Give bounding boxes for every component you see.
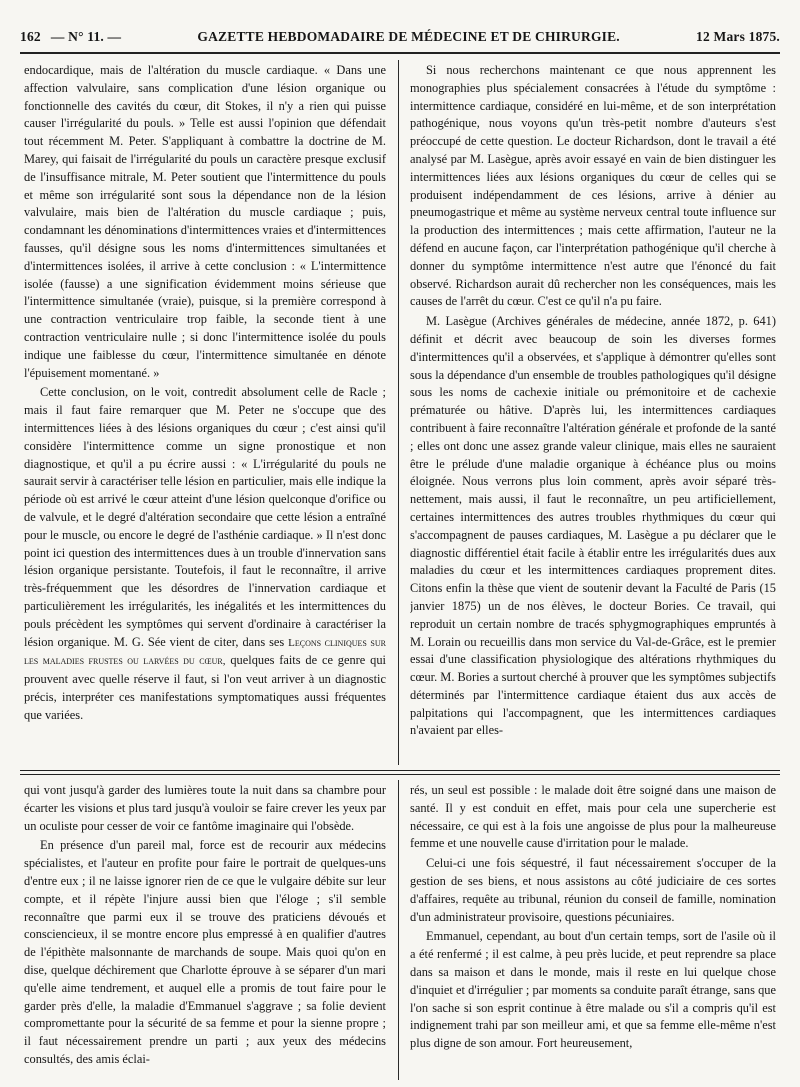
- paragraph: Si nous recherchons maintenant ce que nous apprennent les monographies plus spécialement consacrées à l'étude du symptôme : intermittence cardiaque, considéré en lui-même, et de son interprétation pathogénique, nous voyons qu'un très-petit nombre d'auteurs s'est préoccupé de cette question. Le docteur Richardson, dont le travail a été analysé par M. Lasègue, après avoir essayé en vain de bien distinguer les intermittences liées aux lésions organiques du cœur de celles qui se produisent indépendamment de ces lésions, arrive à dénier au pneumogastrique et même au système nerveux central toute influence sur la production des intermittences ; mais cette affirmation, l'auteur ne la défend en aucune façon, car l'interprétation pathogénique qu'il cherche à donner du symptôme intermittence n'est autre que l'énoncé du fait observé. Richardson aurait dû rechercher non les conséquences, mais les causes de l'arrêt du cœur. C'est ce qu'il n'a pu faire.: [410, 63, 776, 309]
- column-divider: [398, 780, 399, 1080]
- paragraph: Emmanuel, cependant, au bout d'un certain temps, sort de l'asile où il a été renfermé ; il est calme, à peu près lucide, et peut reprendre sa place dans sa maison et dans le monde, mais il reste en lui quelque chose d'inquiet et d'irrégulier ; par moments sa conduite paraît étrange, sans que l'on sache si son esprit continue à être malade ou s'il a compris qu'il est indignement trahi par son meilleur ami, et que sa femme elle-même n'est plus digne de son amour. Fort heureusement,: [410, 929, 776, 1051]
- issue-date: 12 Mars 1875.: [696, 29, 780, 44]
- page-header: [20, 22, 780, 54]
- section-divider: [20, 770, 780, 775]
- paragraph: endocardique, mais de l'altération du muscle cardiaque. « Dans une affection valvulaire, sans complication d'une lésion organique ou fonctionnelle des cavités du cœur, dit Stokes, il n'y a rien qui puisse causer l'irrégularité du pouls. » Telle est aussi l'opinion que défendait tout récemment M. Peter. S'appliquant à combattre la doctrine de M. Marey, qui faisait de l'irrégularité du pouls un caractère presque exclusif de l'insuffisance mitrale, M. Peter soutient que l'intermittence du pouls et même son irrégularité sont sous la dépendance non de la lésion valvulaire, mais bien de l'altération du muscle cardiaque ; puis, condamnant les dénominations d'intermittences vraies et d'intermittences fausses, qu'il désigne sous les noms d'intermittences simultanées et d'intermittences isolées, il arrive à cette conclusion : « L'intermittence isolée (fausse) a une signification évidemment moins sérieuse que l'intermittence simultanée (vraie), puisque, si la première correspond à une contraction ventriculaire trop faible, la seconde tient à une contraction ventriculaire nulle ; si donc l'intermittence isolée du pouls indique une faiblesse du cœur, l'intermittence simultanée en dénote l'épuisement momentané. »: [24, 63, 386, 380]
- issue-number: — N° 11. —: [50, 29, 122, 44]
- column-divider: [398, 60, 399, 765]
- paragraph: Celui-ci une fois séquestré, il faut nécessairement s'occuper de la gestion de ses biens, et nous assistons au côté judiciaire de ces sortes d'affaires, requête au tribunal, réunion du conseil de famille, nomination d'un administrateur provisoire, questions pécuniaires.: [410, 856, 776, 924]
- article-column-right: [410, 62, 776, 762]
- journal-title: GAZETTE HEBDOMADAIRE DE MÉDECINE ET DE CHIRURGIE.: [197, 29, 620, 44]
- feuilleton-column-left: [24, 782, 386, 1080]
- paragraph: rés, un seul est possible : le malade doit être soigné dans une maison de santé. Il y est conduit en effet, mais pour cela une supercherie est nécessaire, ce qui est à la fois une angoisse de plus pour la malheureuse femme et une nouvelle cause d'irritation pour le malade.: [410, 783, 776, 851]
- book-title: Leçons cliniques sur les maladies frustes ou larvées du cœur,: [24, 636, 386, 668]
- article-column-left: [24, 62, 386, 762]
- paragraph: M. Lasègue (Archives générales de médecine, année 1872, p. 641) définit et décrit avec beaucoup de soin les diverses formes d'intermittences qu'il a observées, et s'applique à démontrer qu'elles sont sous la dépendance d'un ensemble de troubles pathologiques qu'il désigne sous les noms de cachexie initiale ou prémonitoire et de cachexie prématurée ou hâtive. D'après lui, les intermittences cardiaques contribuent à faire reconnaître l'altération générale et profonde de la santé ; elles ont donc une assez grande valeur clinique, mais elles ne sauraient être le prélude d'une maladie organique à échéance plus ou moins éloignée. Nous verrons plus loin comment, après avoir séparé très-nettement, mais aussi, il faut le reconnaître, un peu artificiellement, certaines intermittences des autres troubles rhythmiques du cœur qui s'accompagnent de pauses cardiaques, M. Lasègue a pu déclarer que le diagnostic différentiel était facile à établir entre les irrégularités dues aux maladies du cœur et les intermittences cardiaques proprement dites. Citons enfin la thèse que vient de soutenir devant la Faculté de Paris (15 janvier 1875) un de nos élèves, le docteur Bories. Ce travail, qui reproduit un certain nombre de tracés sphygmographiques empruntés à M. Lorain ou recueillis dans mon service du Val-de-Grâce, est le premier essai d'une classification physiologique des altérations rhythmiques du cœur. M. Bories a surtout cherché à prouver que les symptômes subjectifs déterminés par l'intermittence cardiaque étaient dus aux accès de palpitations qui l'accompagnent, que les intermittences cardiaques n'avaient par elles-: [410, 314, 776, 738]
- paragraph: qui vont jusqu'à garder des lumières toute la nuit dans sa chambre pour écarter les visions et plus tard jusqu'à vouloir se faire crever les yeux par un oculiste pour cesser de voir ce fantôme imaginaire qui l'obsède.: [24, 783, 386, 833]
- feuilleton-column-right: [410, 782, 776, 1080]
- paragraph-text: quelques faits de ce genre qui prouvent avec quelle réserve il faut, si l'on veut arriver à un diagnostic précis, interpréter ces manifestations symptomatiques aussi fréquentes que variées.: [24, 653, 386, 722]
- page-number: 162: [20, 29, 41, 44]
- paragraph: [24, 384, 386, 724]
- paragraph: En présence d'un pareil mal, force est de recourir aux médecins spécialistes, et l'auteur en profite pour faire le portrait de quelques-uns d'entre eux ; il ne laisse ignorer rien de ce que le vulgaire débite sur leur compte, et il répète l'injure aussi bien que l'éloge ; s'il semble reconnaître que parmi eux il se trouve des praticiens dévoués et consciencieux, il se montre encore plus empressé à en qualifier d'autres de l'épithète malsonnante de marchands de soupe. Mais quoi qu'on en dise, quelque déchirement que Charlotte éprouve à se séparer d'un mari qu'elle aime tendrement, et auquel elle a promis de tout faire pour le garder près d'elle, la maladie d'Emmanuel s'aggrave ; sa folie devient compromettante pour la sécurité de sa femme et pour la sienne propre ; il faut nécessairement prendre un parti ; aux yeux des médecins consultés, des amis éclai-: [24, 838, 386, 1066]
- paragraph-text: Cette conclusion, on le voit, contredit absolument celle de Racle ; mais il faut faire remarquer que M. Peter ne s'occupe que des intermittences liées à des lésions organiques du cœur ; c'est ainsi qu'il considère l'intermittence comme un signe pronostique et non diagnostique, et qu'il a pu écrire aussi : « L'irrégularité du pouls ne saurait servir à caractériser telle lésion en particulier, mais elle indique la période où est arrivé le cœur atteint d'une lésion quelconque d'orifice ou de valvule, et le degré d'altération secondaire que cette lésion a entraîné pour le muscle, ou encore le degré de l'asthénie cardiaque. » Il n'est donc point ici question des intermittences dues à un trouble d'innervation sans lésion organique persistante. Toutefois, il faut le reconnaître, il arrive très-fréquemment que les désordres de l'innervation cardiaque et particulièrement les irrégularités, les inégalités et les intermittences du pouls précèdent les symptômes qui servent d'ordinaire à caractériser la lésion organique. M. G. Sée vient de citer, dans ses: [24, 385, 386, 649]
